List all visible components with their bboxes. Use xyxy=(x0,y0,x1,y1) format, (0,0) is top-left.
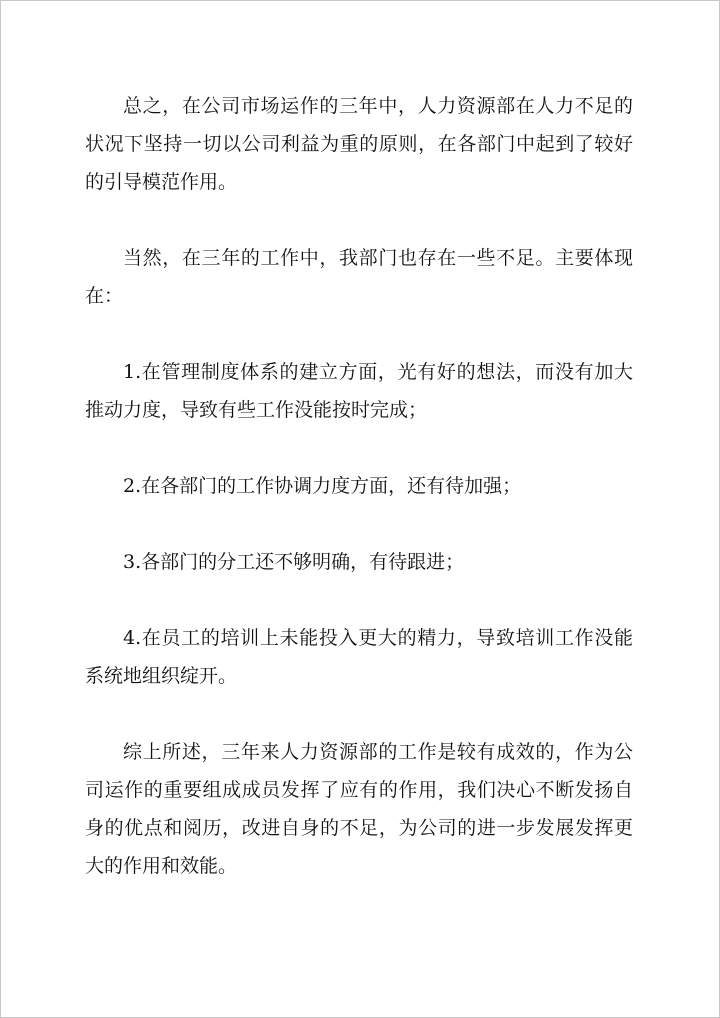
document-body xyxy=(85,87,633,885)
paragraph-item-3: 3.各部门的分工还不够明确，有待跟进； xyxy=(123,551,465,573)
paragraph-conclusion: 综上所述，三年来人力资源部的工作是较有成效的，作为公司运作的重要组成成员发挥了应有的作用，我们决心不断发扬自身的优点和阅历，改进自身的不足，为公司的进一步发展发挥更大的作用和效能。 xyxy=(85,741,633,877)
paragraph-item-2: 2.在各部门的工作协调力度方面，还有待加强； xyxy=(123,475,522,497)
paragraph-shortcomings-intro: 当然，在三年的工作中，我部门也存在一些不足。主要体现在： xyxy=(85,247,633,307)
paragraph-item-1: 1.在管理制度体系的建立方面，光有好的想法，而没有加大推动力度，导致有些工作没能按时完成； xyxy=(85,361,633,421)
paragraph-item-4: 4.在员工的培训上未能投入更大的精力，导致培训工作没能系统地组织绽开。 xyxy=(85,627,633,687)
paragraph-summary: 总之，在公司市场运作的三年中，人力资源部在人力不足的状况下坚持一切以公司利益为重的原则，在各部门中起到了较好的引导模范作用。 xyxy=(85,95,633,193)
